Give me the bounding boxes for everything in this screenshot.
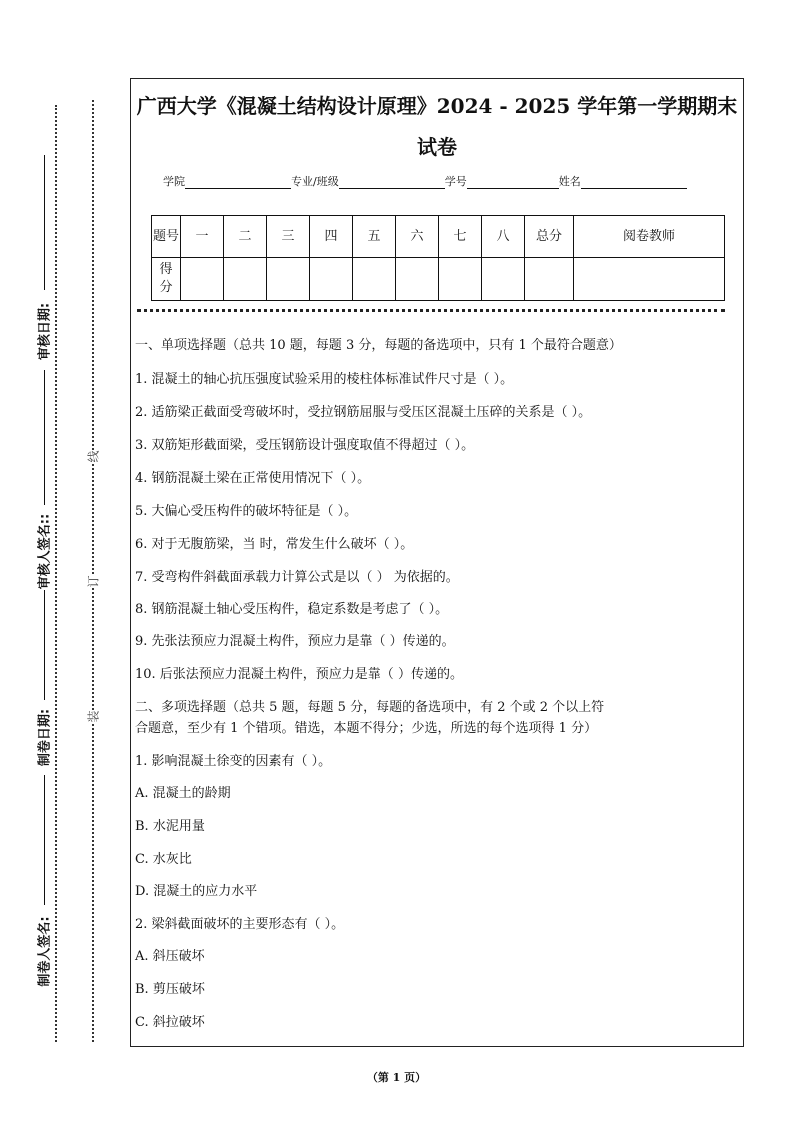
question-line: B. 剪压破坏 (135, 982, 205, 997)
header-cell: 一 (181, 216, 224, 258)
major-label: 专业/班级 (291, 175, 339, 188)
question-line: A. 混凝土的龄期 (135, 786, 231, 801)
bind-char: 订 (86, 575, 101, 588)
reviewer-sign-label: 审核人签名:: (37, 513, 53, 590)
header-cell: 阅卷教师 (574, 216, 725, 258)
score-cell[interactable] (310, 258, 353, 301)
question-line: 10. 后张法预应力混凝土构件，预应力是靠（ ）传递的。 (135, 667, 463, 682)
header-cell: 六 (396, 216, 439, 258)
make-date-line (44, 775, 45, 905)
question-line: 2. 适筋梁正截面受弯破坏时，受拉钢筋屈服与受压区混凝土压碎的关系是（ ）。 (135, 405, 592, 420)
question-line: 6. 对于无腹筋梁，当 时，常发生什么破坏（ ）。 (135, 537, 414, 552)
id-field[interactable] (467, 174, 559, 189)
header-cell: 八 (482, 216, 525, 258)
name-field[interactable] (581, 174, 687, 189)
page-number: （第 1 页） (366, 1071, 427, 1084)
header-cell: 四 (310, 216, 353, 258)
question-line: D. 混凝土的应力水平 (135, 884, 258, 899)
question-line: 1. 混凝土的轴心抗压强度试验采用的棱柱体标准试件尺寸是（ ）。 (135, 372, 514, 387)
reviewer-sign-line (44, 370, 45, 505)
score-cell[interactable] (224, 258, 267, 301)
section-heading: 一、单项选择题（总共 10 题，每题 3 分，每题的备选项中，只有 1 个最符合题意） (135, 338, 622, 353)
maker-sign-line (44, 590, 45, 700)
college-label: 学院 (163, 175, 185, 188)
question-line: 1. 影响混凝土徐变的因素有（ ）。 (135, 754, 332, 769)
score-cell[interactable] (439, 258, 482, 301)
score-cell[interactable] (482, 258, 525, 301)
exam-title-line2: 试卷 (417, 135, 457, 159)
score-cell[interactable] (353, 258, 396, 301)
question-line: 2. 梁斜截面破坏的主要形态有（ ）。 (135, 917, 345, 932)
score-cell[interactable] (181, 258, 224, 301)
review-date-line (44, 155, 45, 290)
score-row (152, 258, 725, 301)
header-cell: 三 (267, 216, 310, 258)
bind-char: 线 (86, 450, 101, 463)
question-line: C. 水灰比 (135, 852, 192, 867)
name-label: 姓名 (558, 175, 581, 188)
score-cell[interactable] (396, 258, 439, 301)
question-line: 8. 钢筋混凝土轴心受压构件，稳定系数是考虑了（ ）。 (135, 602, 449, 617)
make-date-label: 制卷日期: (37, 708, 53, 767)
separator-dots (137, 309, 725, 312)
major-field[interactable] (339, 174, 445, 189)
seal-dotted-line (55, 105, 57, 1042)
bind-dotted-line (92, 100, 94, 1042)
score-cell[interactable] (525, 258, 574, 301)
score-cell[interactable] (267, 258, 310, 301)
exam-title: 广西大学《混凝土结构设计原理》2024 - 2025 学年第一学期期末 (136, 94, 738, 118)
id-label: 学号 (444, 175, 467, 188)
row-label: 得分 (152, 258, 181, 301)
score-header-row (152, 216, 725, 258)
question-line: A. 斜压破坏 (135, 949, 205, 964)
header-cell: 总分 (525, 216, 574, 258)
question-line: 7. 受弯构件斜截面承载力计算公式是以（ ） 为依据的。 (135, 570, 459, 585)
question-line: C. 斜拉破坏 (135, 1015, 205, 1030)
maker-sign-label: 制卷人签名: (37, 916, 53, 987)
header-cell: 题号 (152, 216, 181, 258)
header-cell: 二 (224, 216, 267, 258)
bind-char: 装 (86, 710, 101, 723)
question-line: B. 水泥用量 (135, 819, 205, 834)
question-line: 3. 双筋矩形截面梁，受压钢筋设计强度取值不得超过（ ）。 (135, 438, 475, 453)
student-info (163, 173, 687, 189)
score-cell[interactable] (574, 258, 725, 301)
review-date-label: 审核日期: (37, 302, 53, 361)
header-cell: 五 (353, 216, 396, 258)
college-field[interactable] (185, 174, 291, 189)
section-heading: 二、多项选择题（总共 5 题，每题 5 分，每题的备选项中，有 2 个或 2 个以上符 (135, 700, 605, 715)
header-cell: 七 (439, 216, 482, 258)
question-line: 9. 先张法预应力混凝土构件，预应力是靠（ ）传递的。 (135, 634, 455, 649)
score-table (151, 215, 725, 301)
question-line: 4. 钢筋混凝土梁在正常使用情况下（ ）。 (135, 471, 371, 486)
section-heading: 合题意，至少有 1 个错项。错选，本题不得分；少选，所选的每个选项得 1 分） (135, 721, 598, 736)
question-line: 5. 大偏心受压构件的破坏特征是（ ）。 (135, 504, 358, 519)
